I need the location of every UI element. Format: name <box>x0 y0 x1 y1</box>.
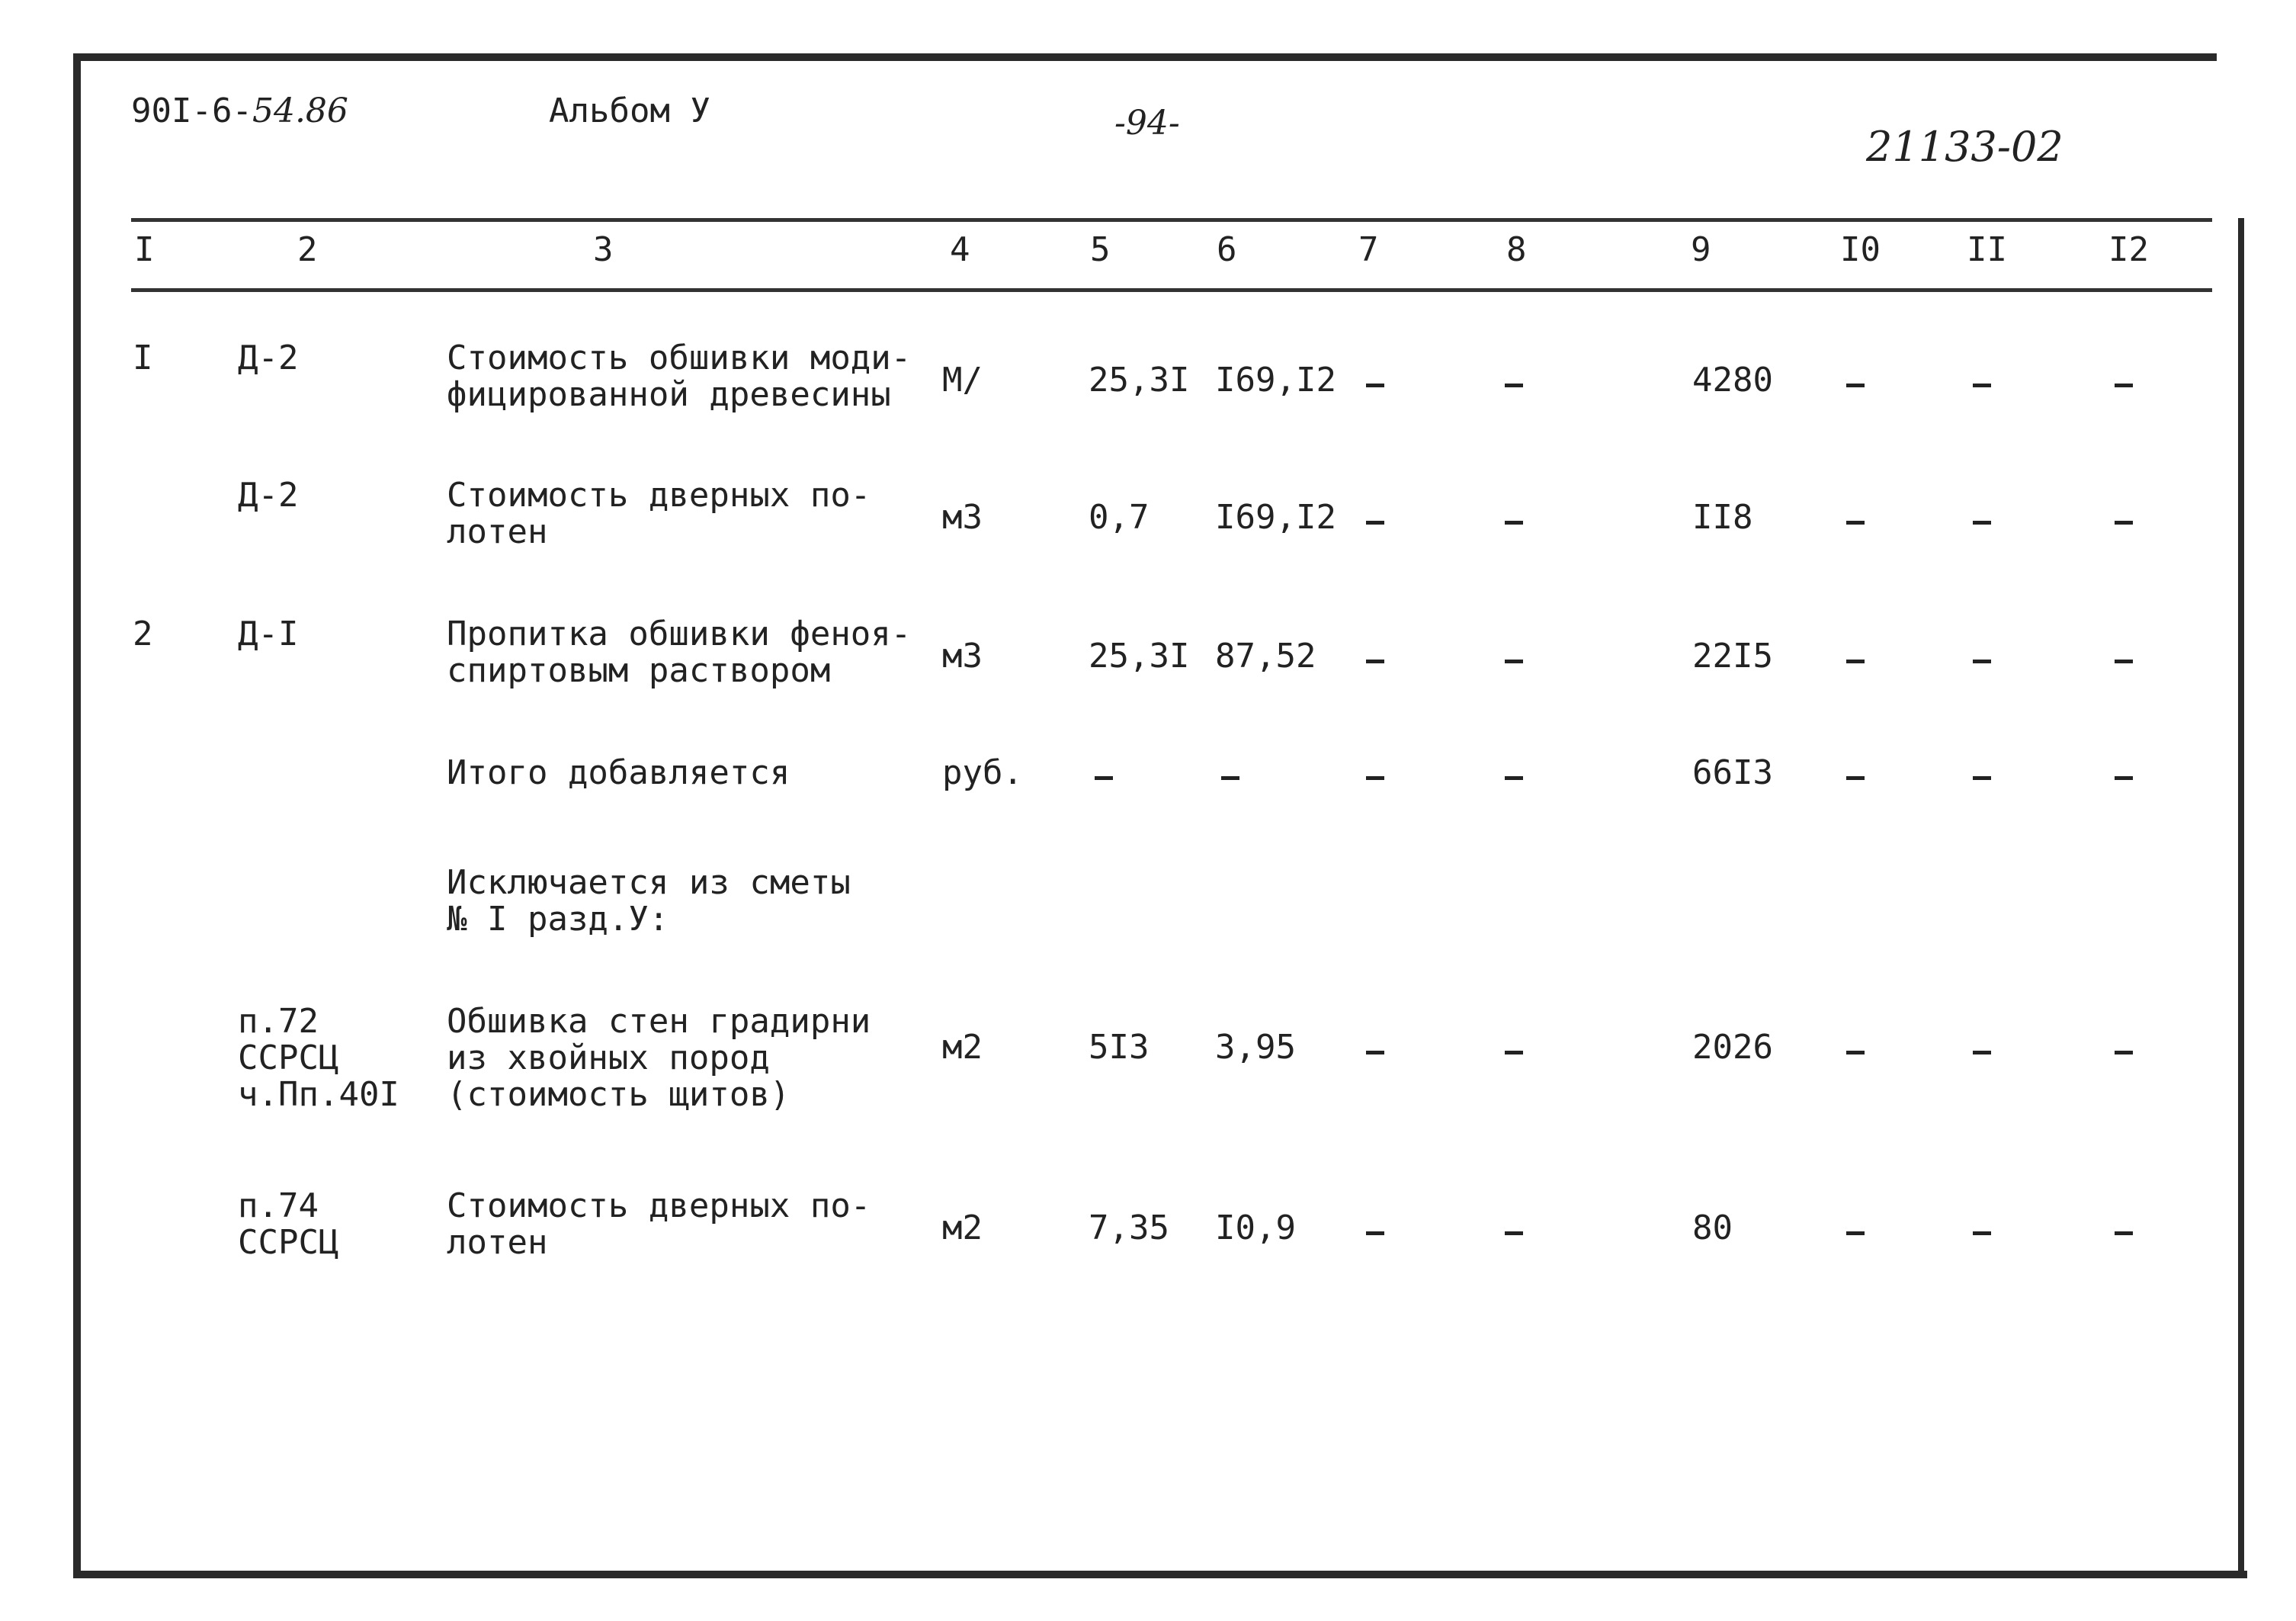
work-description: № I разд.У: <box>447 900 669 939</box>
table-cell-c9: 4280 <box>1692 360 1773 400</box>
document-code <box>131 91 348 130</box>
work-description: лотен <box>447 1223 548 1262</box>
empty-value-dash <box>2115 384 2133 387</box>
column-number: 6 <box>1217 230 1237 269</box>
empty-value-dash <box>1846 1051 1865 1054</box>
work-description: из хвойных пород <box>447 1038 770 1077</box>
column-number: I0 <box>1840 230 1881 269</box>
empty-value-dash <box>1221 776 1239 780</box>
column-number: 4 <box>950 230 970 269</box>
table-cell-c4: м2 <box>942 1027 983 1067</box>
table-cell-c9: 2026 <box>1692 1027 1773 1067</box>
empty-value-dash <box>1505 776 1523 780</box>
table-cell-c4: руб. <box>942 753 1023 792</box>
empty-value-dash <box>2115 521 2133 525</box>
column-number: I2 <box>2108 230 2149 269</box>
table-cell-c6: I69,I2 <box>1215 497 1336 537</box>
column-number: 3 <box>593 230 614 269</box>
archive-number: 21133-02 <box>1866 123 2064 171</box>
empty-value-dash <box>1366 660 1384 663</box>
column-number: 9 <box>1691 230 1711 269</box>
work-description: фицированной древесины <box>447 375 891 414</box>
empty-value-dash <box>2115 660 2133 663</box>
row-number: I <box>133 339 153 377</box>
work-description: Итого добавляется <box>447 753 790 792</box>
document-code-prefix: 90I-6- <box>131 91 252 130</box>
empty-value-dash <box>1095 776 1113 780</box>
table-cell-c9: 22I5 <box>1692 636 1773 676</box>
empty-value-dash <box>1366 521 1384 525</box>
empty-value-dash <box>1505 660 1523 663</box>
table-header-bottom-rule <box>131 288 2212 292</box>
table-cell-c4: м3 <box>942 497 983 537</box>
page-number: -94- <box>1114 104 1180 143</box>
empty-value-dash <box>1846 1231 1865 1235</box>
empty-value-dash <box>1366 384 1384 387</box>
empty-value-dash <box>2115 1231 2133 1235</box>
table-cell-c4: м2 <box>942 1208 983 1247</box>
table-cell-c5: 7,35 <box>1089 1208 1169 1247</box>
empty-value-dash <box>1973 776 1991 780</box>
work-description: (стоимость щитов) <box>447 1075 790 1114</box>
table-cell-c5: 25,3I <box>1089 360 1190 400</box>
empty-value-dash <box>1505 384 1523 387</box>
empty-value-dash <box>2115 1051 2133 1054</box>
empty-value-dash <box>2115 776 2133 780</box>
table-header-top-rule <box>131 218 2212 222</box>
document-code-handwritten: 54.86 <box>252 91 348 130</box>
empty-value-dash <box>1973 1231 1991 1235</box>
table-cell-c5: 25,3I <box>1089 636 1190 676</box>
empty-value-dash <box>1973 521 1991 525</box>
empty-value-dash <box>1973 660 1991 663</box>
column-number: II <box>1967 230 2007 269</box>
pricing-reference: Д-2 <box>238 339 299 377</box>
pricing-reference: ССРСЦ <box>238 1038 339 1077</box>
table-cell-c5: 0,7 <box>1089 497 1150 537</box>
table-cell-c9: 66I3 <box>1692 753 1773 792</box>
table-cell-c5: 5I3 <box>1089 1027 1150 1067</box>
pricing-reference: Д-I <box>238 615 299 653</box>
table-cell-c9: 80 <box>1692 1208 1733 1247</box>
work-description: Стоимость дверных по- <box>447 1186 871 1225</box>
page-frame-right <box>2238 218 2244 1578</box>
column-number: 8 <box>1506 230 1527 269</box>
work-description: Стоимость дверных по- <box>447 476 871 515</box>
empty-value-dash <box>1505 1231 1523 1235</box>
work-description: Обшивка стен градирни <box>447 1002 871 1041</box>
page-frame-top <box>73 53 2217 61</box>
empty-value-dash <box>1973 1051 1991 1054</box>
row-number: 2 <box>133 615 153 653</box>
empty-value-dash <box>1505 521 1523 525</box>
column-number: 2 <box>297 230 318 269</box>
table-cell-c6: I69,I2 <box>1215 360 1336 400</box>
empty-value-dash <box>1366 776 1384 780</box>
column-number: 5 <box>1090 230 1111 269</box>
table-cell-c4: М/ <box>942 360 983 400</box>
empty-value-dash <box>1366 1231 1384 1235</box>
empty-value-dash <box>1846 776 1865 780</box>
table-cell-c9: II8 <box>1692 497 1753 537</box>
page-frame-left <box>73 53 81 1578</box>
table-cell-c6: I0,9 <box>1215 1208 1296 1247</box>
empty-value-dash <box>1366 1051 1384 1054</box>
column-number: 7 <box>1358 230 1379 269</box>
table-cell-c6: 87,52 <box>1215 636 1316 676</box>
work-description: Стоимость обшивки моди- <box>447 339 912 377</box>
empty-value-dash <box>1846 660 1865 663</box>
page-frame-bottom <box>73 1571 2247 1578</box>
pricing-reference: п.72 <box>238 1002 319 1041</box>
pricing-reference: п.74 <box>238 1186 319 1225</box>
empty-value-dash <box>1846 384 1865 387</box>
table-cell-c6: 3,95 <box>1215 1027 1296 1067</box>
column-number: I <box>134 230 155 269</box>
work-description: Исключается из сметы <box>447 863 851 902</box>
empty-value-dash <box>1846 521 1865 525</box>
album-title: Альбом У <box>549 91 710 130</box>
empty-value-dash <box>1505 1051 1523 1054</box>
pricing-reference: ч.Пп.40I <box>238 1075 399 1114</box>
pricing-reference: Д-2 <box>238 476 299 515</box>
work-description: спиртовым раствором <box>447 651 831 690</box>
work-description: лотен <box>447 512 548 551</box>
pricing-reference: ССРСЦ <box>238 1223 339 1262</box>
work-description: Пропитка обшивки феноя- <box>447 615 912 653</box>
table-cell-c4: м3 <box>942 636 983 676</box>
empty-value-dash <box>1973 384 1991 387</box>
